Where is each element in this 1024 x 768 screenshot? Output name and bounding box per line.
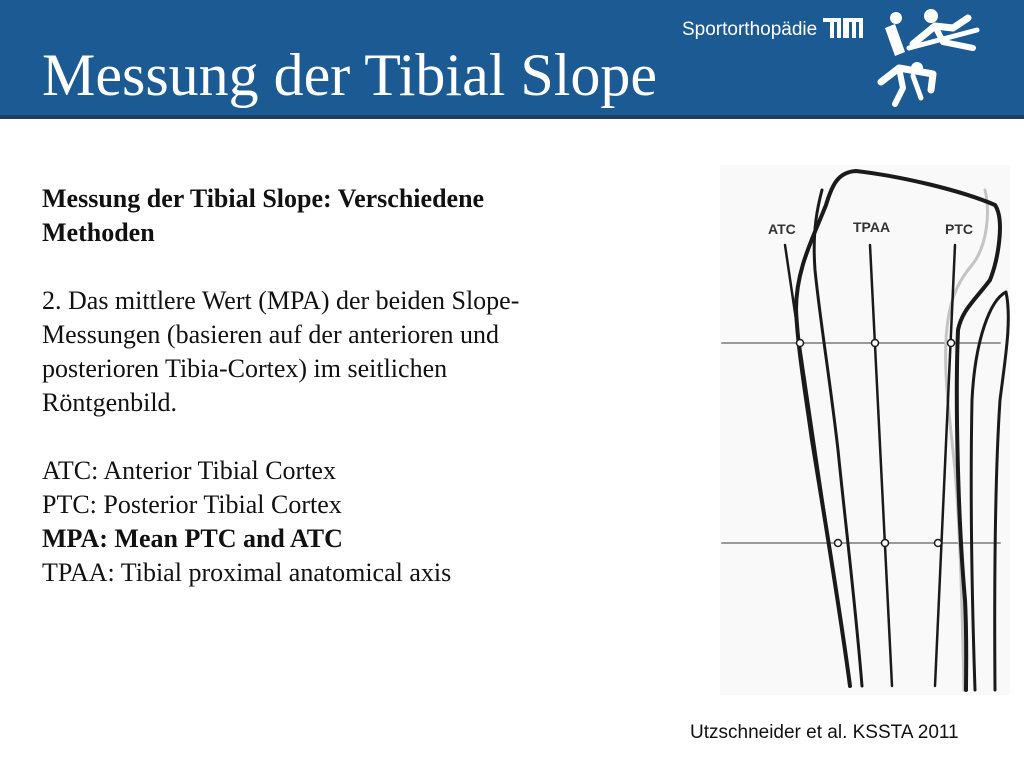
title-bar bbox=[0, 0, 1024, 119]
body-heading-cont: Methoden bbox=[42, 218, 155, 247]
paragraph-line: posterioren Tibia-Cortex) im seitlichen bbox=[42, 354, 448, 383]
intersection-point bbox=[935, 540, 942, 547]
label-tpaa: TPAA bbox=[853, 219, 891, 235]
tibia-diagram bbox=[720, 165, 1010, 695]
paragraph-line: Messungen (basieren auf der anterioren und bbox=[42, 320, 499, 349]
intersection-point bbox=[835, 540, 842, 547]
tum-logo bbox=[823, 18, 863, 38]
intersection-point bbox=[797, 340, 804, 347]
definition-atc: ATC: Anterior Tibial Cortex bbox=[42, 456, 336, 485]
definition-tpaa: TPAA: Tibial proximal anatomical axis bbox=[42, 558, 452, 587]
sport-figures-icon bbox=[873, 8, 983, 110]
citation: Utzschneider et al. KSSTA 2011 bbox=[690, 722, 959, 743]
label-atc: ATC bbox=[768, 221, 796, 237]
intersection-point bbox=[882, 540, 889, 547]
label-ptc: PTC bbox=[945, 221, 973, 237]
definition-ptc: PTC: Posterior Tibial Cortex bbox=[42, 490, 342, 519]
body-heading: Messung der Tibial Slope: Verschiedene bbox=[42, 184, 485, 213]
slide-body bbox=[42, 182, 682, 590]
paragraph-line: 2. Das mittlere Wert (MPA) der beiden Slope- bbox=[42, 286, 520, 315]
intersection-point bbox=[872, 340, 879, 347]
paragraph-line: Röntgenbild. bbox=[42, 388, 178, 417]
definition-mpa: MPA: Mean PTC and ATC bbox=[42, 524, 343, 553]
slide-title: Messung der Tibial Slope bbox=[42, 42, 658, 108]
brand-text: Sportorthopädie bbox=[682, 19, 818, 40]
intersection-point bbox=[948, 340, 955, 347]
